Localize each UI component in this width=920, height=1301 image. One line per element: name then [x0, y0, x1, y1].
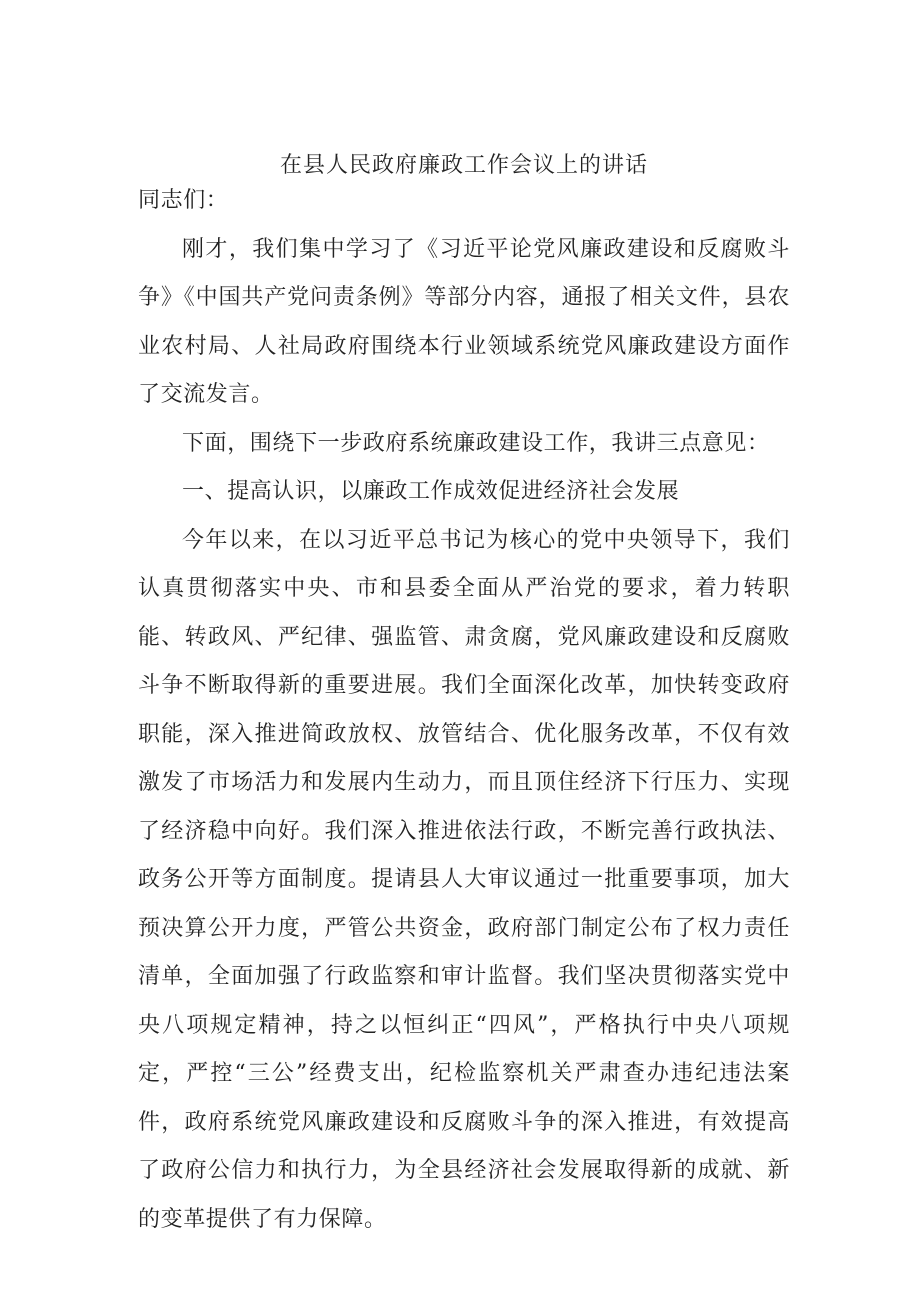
document-body [138, 177, 790, 1244]
paragraph: 今年以来，在以习近平总书记为核心的党中央领导下，我们认真贯彻落实中央、市和县委全面从严治党的要求，着力转职能、转政风、严纪律、强监管、肃贪腐，党风廉政建设和反腐败斗争不断取得新的重要进展。我们全面深化改革，加快转变政府职能，深入推进简政放权、放管结合、优化服务改革，不仅有效激发了市场活力和发展内生动力，而且顶住经济下行压力、实现了经济稳中向好。我们深入推进依法行政，不断完善行政执法、政务公开等方面制度。提请县人大审议通过一批重要事项，加大预决算公开力度，严管公共资金，政府部门制定公布了权力责任清单，全面加强了行政监察和审计监督。我们坚决贯彻落实党中央八项规定精神，持之以恒纠正“四风”，严格执行中央八项规定，严控“三公”经费支出，纪检监察机关严肃查办违纪违法案件，政府系统党风廉政建设和反腐败斗争的深入推进，有效提高了政府公信力和执行力，为全县经济社会发展取得新的成就、新的变革提供了有力保障。 [138, 527, 790, 1232]
document-title: 在县人民政府廉政工作会议上的讲话 [279, 153, 648, 178]
section-heading: 一、提高认识，以廉政工作成效促进经济社会发展 [182, 479, 680, 504]
salutation: 同志们： [138, 188, 229, 213]
paragraph: 下面，围绕下一步政府系统廉政建设工作，我讲三点意见： [182, 430, 770, 456]
paragraph: 刚才，我们集中学习了《习近平论党风廉政建设和反腐败斗争》《中国共产党问责条例》等部分内容，通报了相关文件，县农业农村局、人社局政府围绕本行业领域系统党风廉政建设方面作了交流发言。 [138, 236, 790, 407]
